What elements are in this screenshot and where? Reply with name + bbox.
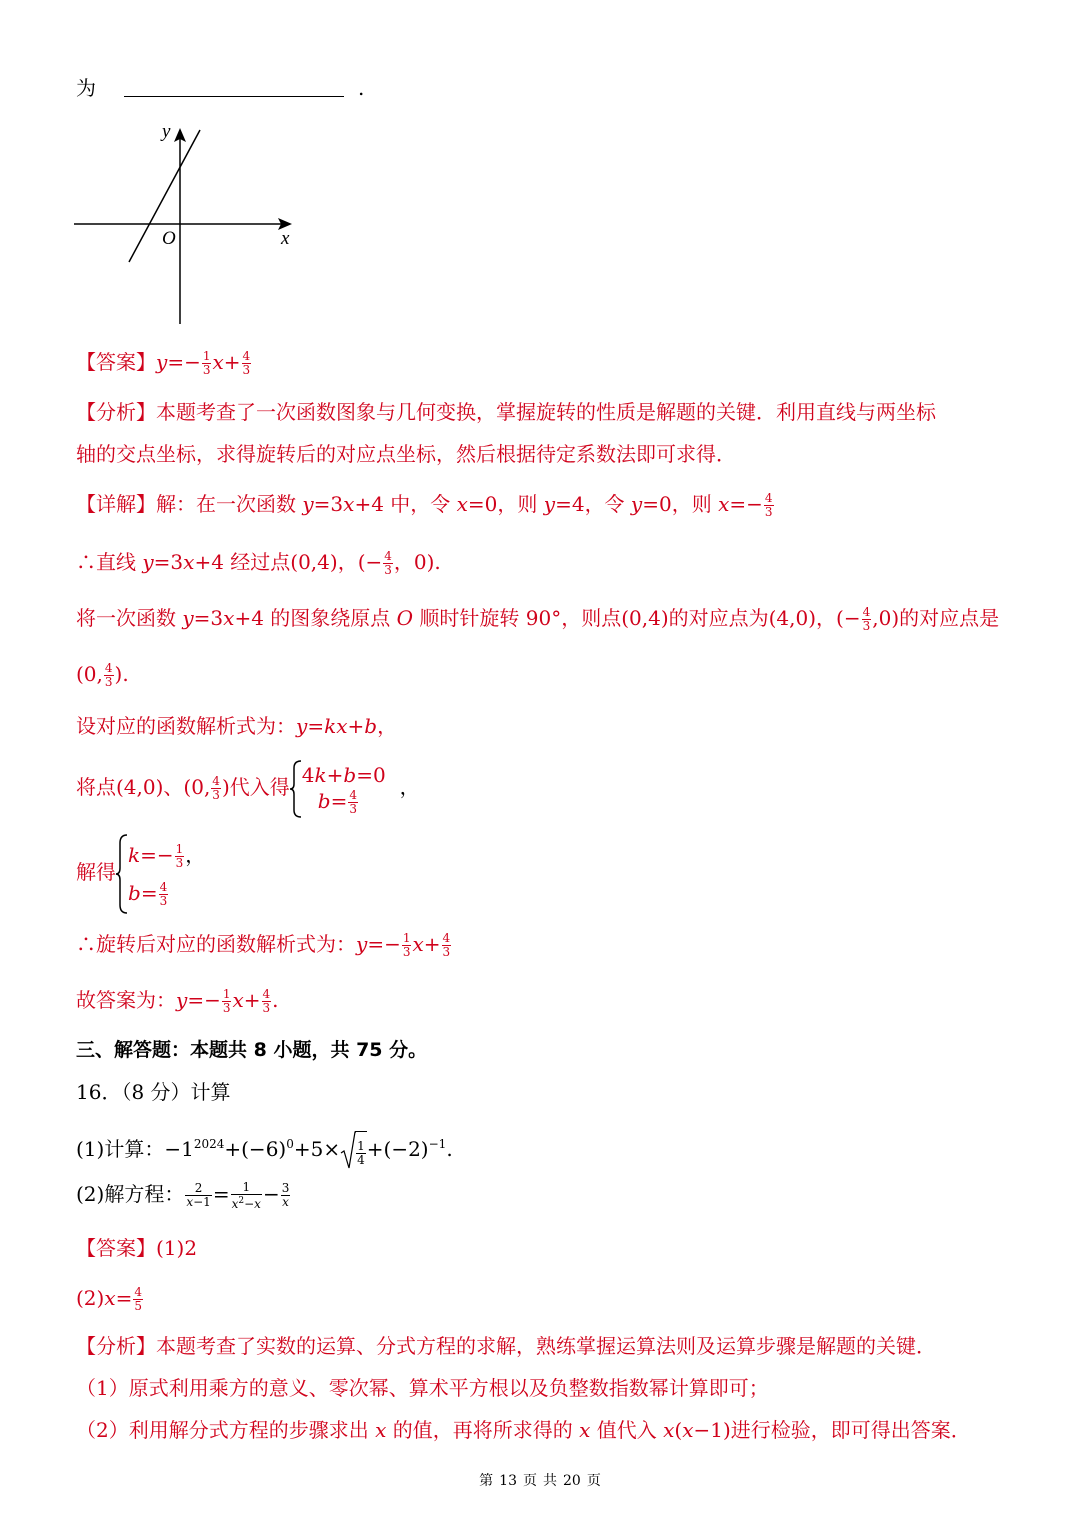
analysis-2-item-1: （1）原式利用乘方的意义、零次幂、算术平方根以及负整数指数幂计算即可； bbox=[76, 1376, 769, 1400]
final-answer-text: 故答案为： bbox=[76, 988, 176, 1012]
footer-word-3: 共 bbox=[543, 1473, 557, 1489]
part-2-label: (2)解方程： bbox=[76, 1182, 185, 1206]
page-footer bbox=[0, 1470, 1080, 1490]
set-function: 设对应的函数解析式为：y=kx+b， bbox=[76, 714, 398, 738]
footer-word-4: 页 bbox=[586, 1473, 601, 1489]
blank-period: . bbox=[358, 76, 365, 100]
solve-line: 解得 k=− $\frac{1}{3}$ ， b= $\frac{4}{3}$ bbox=[76, 832, 205, 914]
detail-then1: ，则 bbox=[497, 492, 538, 516]
substitute-line: 将点(4,0)、(0, $\frac{4}{3}$ )代入得 4k+b=0 b= $\frac{4}{3}$ ， bbox=[76, 756, 420, 818]
question-16-part-2: (2)解方程： $\frac{2}{x-1}$ = $\frac{1}{x^2-x}$ − $\frac{3}{x}$ bbox=[76, 1179, 290, 1211]
analysis-1-text-1: 本题考查了一次函数图象与几何变换，掌握旋转的性质是解题的关键．利用直线与两坐标 bbox=[156, 400, 936, 424]
analysis-2-line-1 bbox=[76, 1332, 936, 1360]
brace-icon bbox=[116, 834, 128, 914]
answer-tag: 【答案】 bbox=[76, 350, 156, 374]
rotate-line: 将一次函数 y=3x+4 的图象绕原点 O 顺时针旋转 90°，则点(0,4)的对应点为(4,0)，(− $\frac{4}{3}$ ,0)的对应点是 bbox=[76, 605, 1000, 633]
rotated-function: ∴旋转后对应的函数解析式为：y=− $\frac{1}{3}$ x+ $\frac{4}{3}$ bbox=[76, 931, 451, 959]
question-16-part-1: (1)计算：$-1^{2024}+(-6)^0+5\times$ $\frac{1}{4}$ $+(-2)^{-1}$. bbox=[76, 1124, 453, 1172]
current-page-number: 13 bbox=[499, 1473, 517, 1489]
analysis-2-item-2: （2）利用解分式方程的步骤求出 x 的值，再将所求得的 x 值代入 x(x−1)进行检验，即可得出答案． bbox=[76, 1418, 971, 1442]
blank-prefix: 为 bbox=[76, 76, 96, 100]
line-points: ∴直线 y=3x+4 经过点(0,4)，(− $\frac{4}{3}$ ，0). bbox=[76, 549, 441, 577]
coordinate-graph bbox=[74, 120, 304, 326]
final-answer: 故答案为：y=− $\frac{1}{3}$ x+ $\frac{4}{3}$ . bbox=[76, 987, 279, 1015]
item2-d: 进行检验，即可得出答案． bbox=[730, 1418, 971, 1442]
section-3-title: 三、解答题：本题共 8 小题，共 75 分。 bbox=[76, 1039, 428, 1061]
item2-b: 的值，再将所求得的 bbox=[392, 1418, 573, 1442]
answer-2-part-1: (1)2 bbox=[156, 1236, 198, 1260]
x-axis-label: x bbox=[281, 228, 290, 249]
analysis-1-text-2: 轴的交点坐标，求得旋转后的对应点坐标，然后根据待定系数法即可求得． bbox=[76, 442, 736, 466]
analysis-tag: 【分析】 bbox=[76, 1334, 156, 1358]
analysis-2-text: 本题考查了实数的运算、分式方程的求解，熟练掌握运算法则及运算步骤是解题的关键． bbox=[156, 1334, 936, 1358]
y-axis-label: y bbox=[162, 121, 171, 142]
detail-mid: 中，令 bbox=[390, 492, 451, 516]
detail-let2: ，令 bbox=[584, 492, 625, 516]
analysis-1-line-2 bbox=[76, 440, 736, 468]
detail-intro: 解：在一次函数 bbox=[156, 492, 296, 516]
brace-icon bbox=[290, 760, 302, 818]
part-1-label: (1)计算： bbox=[76, 1137, 165, 1161]
answer-2-line-2: (2)x= $\frac{4}{5}$ bbox=[76, 1285, 143, 1313]
analysis-tag: 【分析】 bbox=[76, 400, 156, 424]
analysis-1-line-1 bbox=[76, 398, 936, 426]
answer-2-line-1 bbox=[76, 1234, 197, 1262]
sqrt-icon bbox=[340, 1131, 356, 1171]
fill-blank-line bbox=[76, 74, 364, 102]
total-page-number: 20 bbox=[563, 1473, 581, 1489]
item2-c: 值代入 bbox=[596, 1418, 657, 1442]
answer-tag: 【答案】 bbox=[76, 1236, 156, 1260]
rotate-result: (0, $\frac{4}{3}$ ). bbox=[76, 661, 129, 689]
answer-blank bbox=[124, 74, 344, 97]
footer-word-1: 第 bbox=[479, 1473, 494, 1489]
sqrt-expression: $\frac{1}{4}$ bbox=[340, 1130, 367, 1172]
footer-word-2: 页 bbox=[523, 1473, 537, 1489]
item2-x: x bbox=[375, 1418, 387, 1442]
detail-tag: 【详解】 bbox=[76, 492, 156, 516]
detail-then2: ，则 bbox=[671, 492, 712, 516]
answer-1: 【答案】y=− $\frac{1}{3}$ x+ $\frac{4}{3}$ bbox=[76, 349, 251, 377]
item2-a: （2）利用解分式方程的步骤求出 bbox=[76, 1418, 369, 1442]
question-16-header: 16．（8 分）计算 bbox=[76, 1080, 231, 1104]
origin-label: O bbox=[162, 228, 176, 249]
rotated-function-text: ∴旋转后对应的函数解析式为： bbox=[76, 932, 356, 956]
set-function-comma: ， bbox=[377, 714, 398, 738]
detail-1: 【详解】解：在一次函数 y=3x+4 中，令 x=0，则 y=4，令 y=0，则 x=− $\frac{4}{3}$ bbox=[76, 491, 773, 519]
set-function-text: 设对应的函数解析式为： bbox=[76, 714, 296, 738]
